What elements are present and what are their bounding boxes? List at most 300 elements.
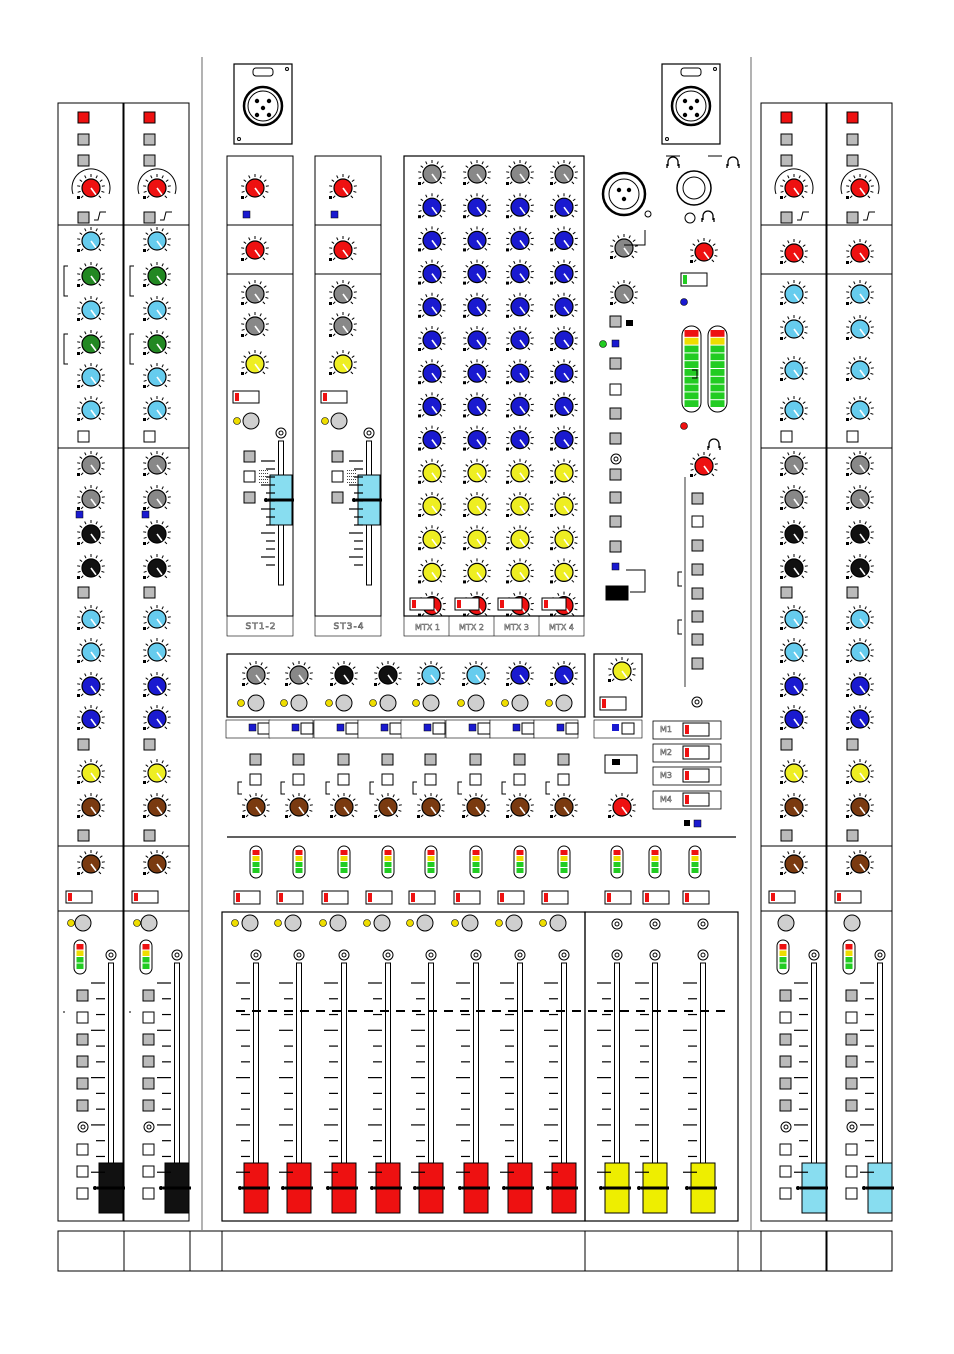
aux-3-knob[interactable] xyxy=(77,520,105,545)
aux-assign-button[interactable] xyxy=(558,754,569,765)
pan-knob[interactable] xyxy=(846,850,874,875)
cue-button[interactable] xyxy=(692,658,703,669)
aux-pre-button[interactable] xyxy=(144,587,155,598)
eq-high-knob[interactable] xyxy=(77,227,105,252)
group-fader[interactable] xyxy=(324,963,358,1213)
group-on-switch[interactable] xyxy=(454,891,480,904)
matrix-knob[interactable] xyxy=(418,193,446,218)
group-on-switch[interactable] xyxy=(409,891,435,904)
aux-7-knob[interactable] xyxy=(846,672,874,697)
aux-3-knob[interactable] xyxy=(846,520,874,545)
matrix-knob[interactable] xyxy=(463,426,491,451)
matrix-on-switch[interactable] xyxy=(498,598,522,610)
channel-on-switch[interactable] xyxy=(66,891,92,903)
pan-send-knob[interactable] xyxy=(780,793,808,818)
aux-master-knob[interactable] xyxy=(550,661,578,686)
routing-button[interactable] xyxy=(780,1100,791,1111)
solo-button[interactable] xyxy=(331,413,347,429)
channel-fader[interactable] xyxy=(860,963,894,1213)
eq-lo-mid-freq-knob[interactable] xyxy=(143,330,171,355)
eq-low-knob[interactable] xyxy=(846,396,874,421)
group-on-switch[interactable] xyxy=(277,891,303,904)
matrix-knob[interactable] xyxy=(418,226,446,251)
matrix-knob[interactable] xyxy=(463,293,491,318)
eq-high-knob[interactable] xyxy=(780,280,808,305)
matrix-knob[interactable] xyxy=(418,426,446,451)
group-fader[interactable] xyxy=(236,963,270,1213)
aux-assign-button[interactable] xyxy=(382,754,393,765)
aux-assign-button[interactable] xyxy=(250,754,261,765)
aux-master-solo-button[interactable] xyxy=(336,695,352,711)
cue-button[interactable] xyxy=(692,540,703,551)
eq-on-button[interactable] xyxy=(847,431,858,442)
routing-button[interactable] xyxy=(77,1056,88,1067)
hpf-button[interactable] xyxy=(847,212,858,223)
aux-assign-button[interactable] xyxy=(558,774,569,785)
aux-pan-knob[interactable] xyxy=(242,793,270,818)
aux-2-knob[interactable] xyxy=(780,485,808,510)
aux-2-knob[interactable] xyxy=(846,485,874,510)
routing-button[interactable] xyxy=(846,1100,857,1111)
eq-hi-mid-knob[interactable] xyxy=(780,315,808,340)
aux-5-knob[interactable] xyxy=(780,605,808,630)
aux-1-knob[interactable] xyxy=(241,280,269,305)
hpf-button[interactable] xyxy=(78,212,89,223)
group-fader[interactable] xyxy=(411,963,445,1213)
aux-assign-button[interactable] xyxy=(338,754,349,765)
matrix-knob[interactable] xyxy=(550,525,578,550)
pre-button[interactable] xyxy=(847,830,858,841)
group-on-switch[interactable] xyxy=(542,891,568,904)
aux-5-knob[interactable] xyxy=(846,605,874,630)
eq-lo-mid-gain-knob[interactable] xyxy=(143,363,171,388)
aux-master-solo-button[interactable] xyxy=(468,695,484,711)
mono-knob[interactable] xyxy=(241,350,269,375)
eq-on-button[interactable] xyxy=(78,431,89,442)
pan-knob[interactable] xyxy=(143,850,171,875)
matrix-knob[interactable] xyxy=(418,492,446,517)
assign-button[interactable] xyxy=(610,516,621,527)
matrix-knob[interactable] xyxy=(463,193,491,218)
group-fader[interactable] xyxy=(544,963,578,1213)
gain-knob[interactable] xyxy=(241,174,269,199)
master-fader[interactable] xyxy=(683,963,717,1213)
pad-button[interactable] xyxy=(78,134,89,145)
matrix-knob[interactable] xyxy=(463,459,491,484)
aux-pan-knob[interactable] xyxy=(374,793,402,818)
aux-2-knob[interactable] xyxy=(329,312,357,337)
eq-hi-mid-gain-knob[interactable] xyxy=(143,296,171,321)
eq-lo-mid-freq-knob[interactable] xyxy=(77,330,105,355)
aux-pre-button[interactable] xyxy=(144,739,155,750)
phantom-power-button[interactable] xyxy=(78,112,89,123)
aux-assign-button[interactable] xyxy=(470,774,481,785)
matrix-knob[interactable] xyxy=(550,260,578,285)
matrix-knob[interactable] xyxy=(506,492,534,517)
routing-button[interactable] xyxy=(143,1100,154,1111)
routing-button[interactable] xyxy=(143,1144,154,1155)
aux-assign-button[interactable] xyxy=(293,774,304,785)
mute-group-switch[interactable] xyxy=(683,793,709,806)
aux-1-knob[interactable] xyxy=(846,451,874,476)
solo-button[interactable] xyxy=(141,915,157,931)
solo-button[interactable] xyxy=(243,413,259,429)
cue-button[interactable] xyxy=(692,493,703,504)
eq-high-knob[interactable] xyxy=(846,280,874,305)
cue-button[interactable] xyxy=(692,634,703,645)
aux-pan-knob[interactable] xyxy=(330,793,358,818)
matrix-knob[interactable] xyxy=(550,193,578,218)
mute-group-switch[interactable] xyxy=(683,746,709,759)
eq-low-knob[interactable] xyxy=(77,396,105,421)
group-fader[interactable] xyxy=(279,963,313,1213)
pad-button[interactable] xyxy=(144,134,155,145)
routing-button[interactable] xyxy=(332,492,343,503)
aux-assign-button[interactable] xyxy=(470,754,481,765)
aux-assign-button[interactable] xyxy=(425,774,436,785)
channel-fader[interactable] xyxy=(91,963,125,1213)
pad-button[interactable] xyxy=(781,134,792,145)
matrix-knob[interactable] xyxy=(463,326,491,351)
matrix-knob[interactable] xyxy=(418,293,446,318)
hpf-button[interactable] xyxy=(144,212,155,223)
aux-1-knob[interactable] xyxy=(143,451,171,476)
phones-level-knob[interactable] xyxy=(690,452,718,477)
routing-button[interactable] xyxy=(846,1012,857,1023)
matrix-on-switch[interactable] xyxy=(542,598,566,610)
aux-6-knob[interactable] xyxy=(77,638,105,663)
aux-master-knob[interactable] xyxy=(374,661,402,686)
routing-button[interactable] xyxy=(780,1056,791,1067)
phantom-power-button[interactable] xyxy=(847,112,858,123)
matrix-knob[interactable] xyxy=(506,193,534,218)
matrix-knob[interactable] xyxy=(418,326,446,351)
mono-send-knob[interactable] xyxy=(77,759,105,784)
eq-low-knob[interactable] xyxy=(780,396,808,421)
aux-pan-knob[interactable] xyxy=(417,793,445,818)
aux-5-knob[interactable] xyxy=(77,605,105,630)
aux-8-knob[interactable] xyxy=(846,705,874,730)
aux-6-knob[interactable] xyxy=(846,638,874,663)
aux-pre-button[interactable] xyxy=(847,587,858,598)
phase-button[interactable] xyxy=(781,155,792,166)
matrix-knob[interactable] xyxy=(506,525,534,550)
trim-knob[interactable] xyxy=(846,239,874,264)
cue-button[interactable] xyxy=(692,588,703,599)
mono-send-knob[interactable] xyxy=(846,759,874,784)
eq-lo-mid-knob[interactable] xyxy=(846,356,874,381)
routing-button[interactable] xyxy=(332,451,343,462)
routing-button[interactable] xyxy=(846,1188,857,1199)
matrix-knob[interactable] xyxy=(550,426,578,451)
gain-knob[interactable] xyxy=(72,169,110,199)
aux-switch[interactable] xyxy=(522,723,534,734)
phase-button[interactable] xyxy=(78,155,89,166)
assign-button[interactable] xyxy=(610,433,621,444)
assign-button[interactable] xyxy=(610,492,621,503)
matrix-on-switch[interactable] xyxy=(410,598,434,610)
aux-4-knob[interactable] xyxy=(143,554,171,579)
talkback-button[interactable] xyxy=(610,316,621,327)
phantom-power-button[interactable] xyxy=(144,112,155,123)
group-solo-button[interactable] xyxy=(374,915,390,931)
group-on-switch[interactable] xyxy=(234,891,260,904)
routing-button[interactable] xyxy=(77,1166,88,1177)
pad-button[interactable] xyxy=(847,134,858,145)
aux-master-knob[interactable] xyxy=(462,661,490,686)
hpf-button[interactable] xyxy=(781,212,792,223)
mono-send-knob[interactable] xyxy=(780,759,808,784)
eq-lo-mid-knob[interactable] xyxy=(780,356,808,381)
aux-master-solo-button[interactable] xyxy=(512,695,528,711)
routing-button[interactable] xyxy=(77,1144,88,1155)
routing-button[interactable] xyxy=(77,1012,88,1023)
eq-on-button[interactable] xyxy=(781,431,792,442)
aux-pre-button[interactable] xyxy=(781,739,792,750)
routing-button[interactable] xyxy=(846,1056,857,1067)
aux-assign-button[interactable] xyxy=(382,774,393,785)
aux-master-knob[interactable] xyxy=(417,661,445,686)
matrix-knob[interactable] xyxy=(463,359,491,384)
matrix-knob[interactable] xyxy=(463,260,491,285)
phase-button[interactable] xyxy=(847,155,858,166)
aux-7-knob[interactable] xyxy=(77,672,105,697)
group-fader[interactable] xyxy=(368,963,402,1213)
aux-7-knob[interactable] xyxy=(143,672,171,697)
master-on-switch[interactable] xyxy=(683,891,709,904)
assign-button[interactable] xyxy=(610,384,621,395)
assign-button[interactable] xyxy=(610,408,621,419)
master-on-switch[interactable] xyxy=(643,891,669,904)
solo-button[interactable] xyxy=(844,915,860,931)
assign-button[interactable] xyxy=(610,541,621,552)
oscillator-switch[interactable] xyxy=(606,586,628,600)
routing-button[interactable] xyxy=(77,1034,88,1045)
gain-knob[interactable] xyxy=(775,169,813,199)
gain-knob[interactable] xyxy=(841,169,879,199)
stereo-fader[interactable] xyxy=(349,441,382,585)
aux-6-knob[interactable] xyxy=(780,638,808,663)
eq-lo-mid-gain-knob[interactable] xyxy=(77,363,105,388)
routing-button[interactable] xyxy=(846,1078,857,1089)
aux-assign-button[interactable] xyxy=(338,774,349,785)
pan-knob[interactable] xyxy=(77,850,105,875)
mini-jack-icon[interactable] xyxy=(685,213,695,223)
master-fader[interactable] xyxy=(635,963,669,1213)
group-fader[interactable] xyxy=(500,963,534,1213)
aux-1-knob[interactable] xyxy=(329,280,357,305)
mute-group-switch[interactable] xyxy=(683,723,709,736)
routing-button[interactable] xyxy=(780,1012,791,1023)
group-solo-button[interactable] xyxy=(330,915,346,931)
aux-pan-knob[interactable] xyxy=(285,793,313,818)
pre-button[interactable] xyxy=(144,830,155,841)
routing-button[interactable] xyxy=(77,1078,88,1089)
solo-button[interactable] xyxy=(778,915,794,931)
matrix-knob[interactable] xyxy=(550,392,578,417)
matrix-knob[interactable] xyxy=(506,326,534,351)
mono-knob[interactable] xyxy=(329,350,357,375)
aux-1-knob[interactable] xyxy=(77,451,105,476)
matrix-knob[interactable] xyxy=(463,558,491,583)
pan-send-knob[interactable] xyxy=(846,793,874,818)
pan-knob[interactable] xyxy=(780,850,808,875)
mute-group-switch[interactable] xyxy=(683,769,709,782)
matrix-knob[interactable] xyxy=(550,293,578,318)
master-on-switch[interactable] xyxy=(605,891,631,904)
routing-button[interactable] xyxy=(143,990,154,1001)
matrix-knob[interactable] xyxy=(506,226,534,251)
aux-master-solo-button[interactable] xyxy=(248,695,264,711)
aux-pan-knob[interactable] xyxy=(550,793,578,818)
aux-4-knob[interactable] xyxy=(780,554,808,579)
aux-assign-button[interactable] xyxy=(514,774,525,785)
matrix-knob[interactable] xyxy=(550,359,578,384)
cue-button[interactable] xyxy=(692,516,703,527)
aux-master-knob[interactable] xyxy=(330,661,358,686)
aux-switch[interactable] xyxy=(346,723,358,734)
aux-pre-button[interactable] xyxy=(78,739,89,750)
aux-pan-knob[interactable] xyxy=(462,793,490,818)
phase-button[interactable] xyxy=(144,155,155,166)
aux-7-knob[interactable] xyxy=(780,672,808,697)
master-level-knob[interactable] xyxy=(608,793,636,818)
matrix-knob[interactable] xyxy=(550,160,578,185)
channel-on-switch[interactable] xyxy=(132,891,158,903)
aux-assign-button[interactable] xyxy=(514,754,525,765)
channel-on-switch[interactable] xyxy=(769,891,795,903)
aux-switch[interactable] xyxy=(433,723,445,734)
routing-button[interactable] xyxy=(780,990,791,1001)
matrix-knob[interactable] xyxy=(550,459,578,484)
eq-hi-mid-freq-knob[interactable] xyxy=(77,262,105,287)
group-solo-button[interactable] xyxy=(242,915,258,931)
eq-hi-mid-knob[interactable] xyxy=(846,315,874,340)
aux-master-solo-button[interactable] xyxy=(556,695,572,711)
matrix-knob[interactable] xyxy=(418,525,446,550)
group-fader[interactable] xyxy=(456,963,490,1213)
matrix-knob[interactable] xyxy=(550,326,578,351)
routing-button[interactable] xyxy=(780,1166,791,1177)
routing-button[interactable] xyxy=(143,1166,154,1177)
trim-knob[interactable] xyxy=(329,236,357,261)
routing-button[interactable] xyxy=(77,990,88,1001)
aux-assign-button[interactable] xyxy=(293,754,304,765)
monitor-level-knob[interactable] xyxy=(690,238,718,263)
eq-low-knob[interactable] xyxy=(143,396,171,421)
routing-button[interactable] xyxy=(780,1078,791,1089)
assign-button[interactable] xyxy=(610,358,621,369)
group-solo-button[interactable] xyxy=(285,915,301,931)
group-solo-button[interactable] xyxy=(462,915,478,931)
matrix-knob[interactable] xyxy=(506,459,534,484)
matrix-knob[interactable] xyxy=(463,160,491,185)
trim-knob[interactable] xyxy=(241,236,269,261)
stereo-fader[interactable] xyxy=(261,441,294,585)
group-solo-button[interactable] xyxy=(550,915,566,931)
eq-on-button[interactable] xyxy=(144,431,155,442)
matrix-knob[interactable] xyxy=(506,293,534,318)
cue-button[interactable] xyxy=(692,564,703,575)
aux-master-solo-button[interactable] xyxy=(380,695,396,711)
routing-button[interactable] xyxy=(143,1078,154,1089)
mono-master-knob[interactable] xyxy=(608,657,636,682)
matrix-knob[interactable] xyxy=(418,359,446,384)
routing-button[interactable] xyxy=(143,1034,154,1045)
gain-knob[interactable] xyxy=(329,174,357,199)
aux-master-solo-button[interactable] xyxy=(291,695,307,711)
aux-pre-button[interactable] xyxy=(781,587,792,598)
matrix-knob[interactable] xyxy=(418,459,446,484)
aux-8-knob[interactable] xyxy=(77,705,105,730)
routing-button[interactable] xyxy=(780,1144,791,1155)
pan-send-knob[interactable] xyxy=(77,793,105,818)
mono-switch[interactable] xyxy=(622,723,634,734)
matrix-knob[interactable] xyxy=(506,359,534,384)
pre-button[interactable] xyxy=(78,830,89,841)
routing-button[interactable] xyxy=(846,990,857,1001)
matrix-knob[interactable] xyxy=(418,392,446,417)
aux-3-knob[interactable] xyxy=(143,520,171,545)
pre-button[interactable] xyxy=(781,830,792,841)
mono-master-switch[interactable] xyxy=(600,697,626,710)
mono-send-knob[interactable] xyxy=(143,759,171,784)
matrix-knob[interactable] xyxy=(463,392,491,417)
aux-assign-button[interactable] xyxy=(250,774,261,785)
channel-fader[interactable] xyxy=(794,963,828,1213)
aux-2-knob[interactable] xyxy=(77,485,105,510)
trim-knob[interactable] xyxy=(780,239,808,264)
aux-3-knob[interactable] xyxy=(780,520,808,545)
aux-master-knob[interactable] xyxy=(285,661,313,686)
group-solo-button[interactable] xyxy=(506,915,522,931)
routing-button[interactable] xyxy=(846,1034,857,1045)
on-switch[interactable] xyxy=(233,391,259,403)
routing-button[interactable] xyxy=(77,1188,88,1199)
aux-8-knob[interactable] xyxy=(780,705,808,730)
assign-button[interactable] xyxy=(610,469,621,480)
gain-knob[interactable] xyxy=(138,169,176,199)
aux-4-knob[interactable] xyxy=(77,554,105,579)
group-on-switch[interactable] xyxy=(322,891,348,904)
solo-button[interactable] xyxy=(75,915,91,931)
oscillator-level-knob[interactable] xyxy=(610,280,638,305)
aux-assign-button[interactable] xyxy=(425,754,436,765)
routing-button[interactable] xyxy=(143,1188,154,1199)
channel-on-switch[interactable] xyxy=(835,891,861,903)
master-fader[interactable] xyxy=(597,963,631,1213)
phones-jack-inner[interactable] xyxy=(683,177,705,199)
routing-button[interactable] xyxy=(332,471,343,482)
group-on-switch[interactable] xyxy=(366,891,392,904)
aux-5-knob[interactable] xyxy=(143,605,171,630)
aux-4-knob[interactable] xyxy=(846,554,874,579)
aux-master-knob[interactable] xyxy=(506,661,534,686)
group-on-switch[interactable] xyxy=(498,891,524,904)
matrix-knob[interactable] xyxy=(506,426,534,451)
matrix-knob[interactable] xyxy=(506,558,534,583)
pan-send-knob[interactable] xyxy=(143,793,171,818)
matrix-knob[interactable] xyxy=(506,260,534,285)
matrix-knob[interactable] xyxy=(418,558,446,583)
matrix-knob[interactable] xyxy=(418,160,446,185)
eq-high-knob[interactable] xyxy=(143,227,171,252)
routing-button[interactable] xyxy=(143,1012,154,1023)
eq-hi-mid-freq-knob[interactable] xyxy=(143,262,171,287)
matrix-knob[interactable] xyxy=(418,260,446,285)
matrix-knob[interactable] xyxy=(506,392,534,417)
matrix-knob[interactable] xyxy=(463,226,491,251)
